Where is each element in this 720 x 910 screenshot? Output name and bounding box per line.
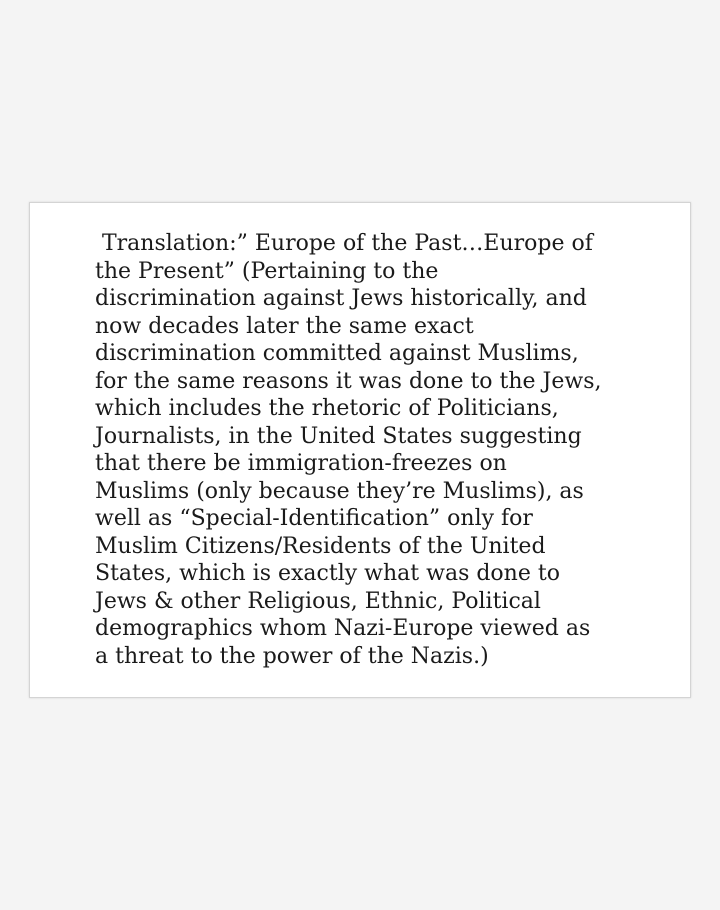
text-line: States, which is exactly what was done to bbox=[95, 561, 560, 586]
text-card bbox=[29, 202, 691, 698]
text-line: well as “Special-Identification” only for bbox=[95, 506, 533, 531]
text-line: the Present” (Pertaining to the bbox=[95, 258, 439, 284]
text-line: demographics whom Nazi-Europe viewed as bbox=[95, 616, 591, 641]
translation-paragraph bbox=[95, 230, 655, 670]
text-line: Muslim Citizens/Residents of the United bbox=[95, 533, 546, 559]
text-line: which includes the rhetoric of Politicians, bbox=[95, 396, 559, 421]
text-line: discrimination committed against Muslims, bbox=[95, 341, 579, 366]
text-line: Translation:” Europe of the Past…Europe of bbox=[95, 231, 593, 256]
text-line: now decades later the same exact bbox=[95, 313, 474, 339]
text-line: Journalists, in the United States suggesting bbox=[95, 423, 582, 449]
text-line: that there be immigration-freezes on bbox=[95, 451, 507, 476]
text-line: Jews & other Religious, Ethnic, Political bbox=[95, 588, 541, 614]
text-line: a threat to the power of the Nazis.) bbox=[95, 643, 489, 669]
text-line: for the same reasons it was done to the Jews, bbox=[95, 368, 602, 394]
text-line: discrimination against Jews historically, and bbox=[95, 286, 587, 311]
text-line: Muslims (only because they’re Muslims), as bbox=[95, 478, 584, 504]
